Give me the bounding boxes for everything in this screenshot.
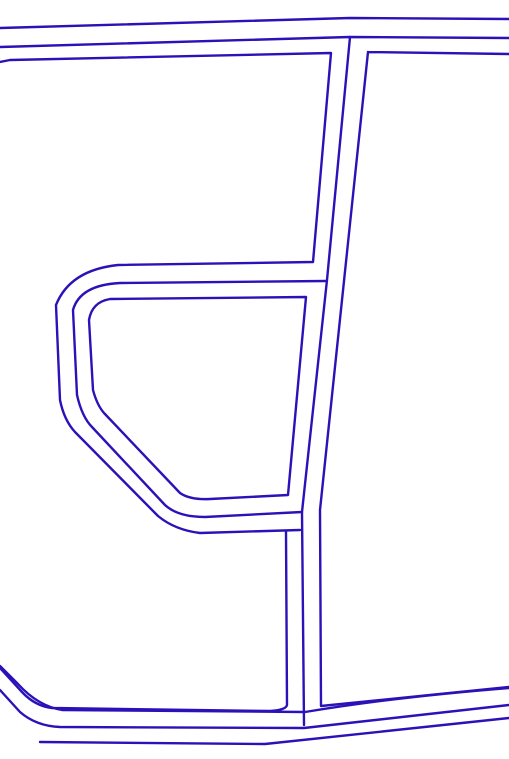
vent-window-inner — [89, 297, 306, 499]
rear-door-outline — [320, 52, 509, 706]
front-window-outline — [0, 53, 331, 533]
front-door-lowest-line — [40, 718, 509, 744]
front-door-lower-panel — [0, 531, 287, 711]
body-top-inner-line — [0, 37, 509, 47]
b-pillar-line — [302, 37, 350, 725]
